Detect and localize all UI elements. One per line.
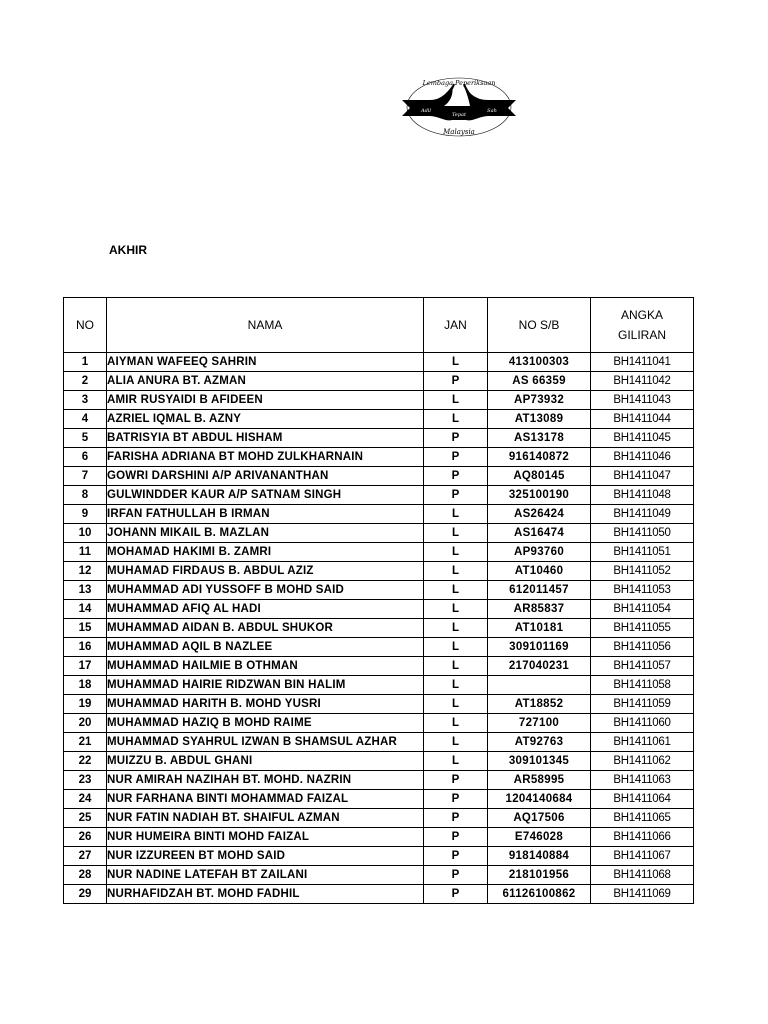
cell-angka-giliran: BH1411064: [591, 790, 694, 809]
cell-nama: MUHAMMAD AFIQ AL HADI: [107, 600, 424, 619]
cell-nama: NUR IZZUREEN BT MOHD SAID: [107, 847, 424, 866]
exam-board-logo: [400, 74, 518, 144]
cell-nama: MUHAMMAD HARITH B. MOHD YUSRI: [107, 695, 424, 714]
cell-nama: AZRIEL IQMAL B. AZNY: [107, 410, 424, 429]
cell-angka-giliran: BH1411053: [591, 581, 694, 600]
document-heading: AKHIR: [109, 243, 147, 257]
table-row: [64, 885, 694, 904]
table-row: [64, 429, 694, 448]
logo-text-top: Lembaga Peperiksaan: [422, 79, 496, 87]
cell-nosb: 916140872: [488, 448, 591, 467]
cell-nama: GULWINDDER KAUR A/P SATNAM SINGH: [107, 486, 424, 505]
cell-no: 16: [64, 638, 107, 657]
cell-nosb: AQ17506: [488, 809, 591, 828]
table-row: [64, 676, 694, 695]
table-row: [64, 600, 694, 619]
cell-nosb: AQ80145: [488, 467, 591, 486]
cell-nama: IRFAN FATHULLAH B IRMAN: [107, 505, 424, 524]
cell-nama: NUR NADINE LATEFAH BT ZAILANI: [107, 866, 424, 885]
cell-nama: AIYMAN WAFEEQ SAHRIN: [107, 353, 424, 372]
cell-no: 13: [64, 581, 107, 600]
cell-jan: P: [424, 429, 488, 448]
cell-nosb: 61126100862: [488, 885, 591, 904]
cell-jan: L: [424, 600, 488, 619]
cell-nosb: AT10181: [488, 619, 591, 638]
cell-no: 5: [64, 429, 107, 448]
cell-nama: FARISHA ADRIANA BT MOHD ZULKHARNAIN: [107, 448, 424, 467]
cell-jan: P: [424, 866, 488, 885]
cell-no: 28: [64, 866, 107, 885]
cell-no: 14: [64, 600, 107, 619]
cell-jan: L: [424, 638, 488, 657]
cell-angka-giliran: BH1411042: [591, 372, 694, 391]
cell-nosb: AP93760: [488, 543, 591, 562]
cell-nosb: 918140884: [488, 847, 591, 866]
cell-no: 11: [64, 543, 107, 562]
cell-jan: P: [424, 486, 488, 505]
cell-nama: MUHAMMAD AIDAN B. ABDUL SHUKOR: [107, 619, 424, 638]
cell-no: 24: [64, 790, 107, 809]
cell-no: 18: [64, 676, 107, 695]
table-row: [64, 486, 694, 505]
cell-nama: GOWRI DARSHINI A/P ARIVANANTHAN: [107, 467, 424, 486]
header-nosb: NO S/B: [488, 298, 591, 353]
cell-no: 12: [64, 562, 107, 581]
cell-angka-giliran: BH1411057: [591, 657, 694, 676]
cell-no: 17: [64, 657, 107, 676]
cell-no: 21: [64, 733, 107, 752]
cell-nosb: AT13089: [488, 410, 591, 429]
cell-angka-giliran: BH1411068: [591, 866, 694, 885]
cell-angka-giliran: BH1411041: [591, 353, 694, 372]
cell-angka-giliran: BH1411048: [591, 486, 694, 505]
cell-no: 27: [64, 847, 107, 866]
cell-nosb: [488, 676, 591, 695]
cell-angka-giliran: BH1411058: [591, 676, 694, 695]
student-list-table: [63, 297, 694, 904]
cell-no: 6: [64, 448, 107, 467]
cell-jan: L: [424, 752, 488, 771]
table-row: [64, 467, 694, 486]
cell-nosb: 325100190: [488, 486, 591, 505]
table-row: [64, 543, 694, 562]
cell-nosb: AS 66359: [488, 372, 591, 391]
cell-no: 4: [64, 410, 107, 429]
cell-nosb: 218101956: [488, 866, 591, 885]
cell-jan: P: [424, 771, 488, 790]
cell-no: 19: [64, 695, 107, 714]
cell-angka-giliran: BH1411047: [591, 467, 694, 486]
logo-text-right: Sah: [487, 108, 497, 114]
table-row: [64, 657, 694, 676]
cell-no: 7: [64, 467, 107, 486]
table-row: [64, 619, 694, 638]
cell-nosb: AS13178: [488, 429, 591, 448]
cell-jan: L: [424, 353, 488, 372]
cell-angka-giliran: BH1411055: [591, 619, 694, 638]
cell-nosb: 1204140684: [488, 790, 591, 809]
cell-nama: MUHAMMAD AQIL B NAZLEE: [107, 638, 424, 657]
cell-jan: L: [424, 410, 488, 429]
table-row: [64, 524, 694, 543]
cell-jan: L: [424, 733, 488, 752]
table-row: [64, 733, 694, 752]
cell-angka-giliran: BH1411061: [591, 733, 694, 752]
cell-no: 23: [64, 771, 107, 790]
cell-angka-giliran: BH1411054: [591, 600, 694, 619]
cell-jan: P: [424, 448, 488, 467]
cell-no: 1: [64, 353, 107, 372]
table-row: [64, 714, 694, 733]
cell-nosb: AR58995: [488, 771, 591, 790]
cell-nama: JOHANN MIKAIL B. MAZLAN: [107, 524, 424, 543]
cell-jan: P: [424, 847, 488, 866]
cell-nama: ALIA ANURA BT. AZMAN: [107, 372, 424, 391]
cell-angka-giliran: BH1411043: [591, 391, 694, 410]
header-jan: JAN: [424, 298, 488, 353]
cell-nama: MOHAMAD HAKIMI B. ZAMRI: [107, 543, 424, 562]
cell-angka-giliran: BH1411052: [591, 562, 694, 581]
cell-jan: P: [424, 467, 488, 486]
table-row: [64, 638, 694, 657]
cell-nosb: 612011457: [488, 581, 591, 600]
table-row: [64, 771, 694, 790]
cell-angka-giliran: BH1411063: [591, 771, 694, 790]
cell-nama: NUR HUMEIRA BINTI MOHD FAIZAL: [107, 828, 424, 847]
cell-nosb: 727100: [488, 714, 591, 733]
cell-nama: MUHAMMAD HAIRIE RIDZWAN BIN HALIM: [107, 676, 424, 695]
cell-no: 15: [64, 619, 107, 638]
cell-nama: MUIZZU B. ABDUL GHANI: [107, 752, 424, 771]
cell-nosb: 309101169: [488, 638, 591, 657]
cell-angka-giliran: BH1411065: [591, 809, 694, 828]
cell-angka-giliran: BH1411066: [591, 828, 694, 847]
cell-nama: NUR FARHANA BINTI MOHAMMAD FAIZAL: [107, 790, 424, 809]
cell-no: 25: [64, 809, 107, 828]
cell-jan: L: [424, 657, 488, 676]
cell-nama: NURHAFIDZAH BT. MOHD FADHIL: [107, 885, 424, 904]
cell-jan: P: [424, 885, 488, 904]
cell-jan: P: [424, 828, 488, 847]
cell-angka-giliran: BH1411044: [591, 410, 694, 429]
table-header-row: [64, 298, 694, 353]
cell-jan: L: [424, 543, 488, 562]
cell-angka-giliran: BH1411051: [591, 543, 694, 562]
table-row: [64, 391, 694, 410]
logo-text-center: Tepat: [451, 112, 467, 118]
table-row: [64, 581, 694, 600]
cell-angka-giliran: BH1411060: [591, 714, 694, 733]
cell-no: 9: [64, 505, 107, 524]
cell-jan: L: [424, 391, 488, 410]
cell-nosb: AP73932: [488, 391, 591, 410]
cell-nama: MUHAMMAD HAILMIE B OTHMAN: [107, 657, 424, 676]
cell-angka-giliran: BH1411067: [591, 847, 694, 866]
cell-no: 3: [64, 391, 107, 410]
cell-nosb: AS16474: [488, 524, 591, 543]
cell-jan: P: [424, 809, 488, 828]
cell-jan: L: [424, 581, 488, 600]
cell-nama: MUHAMMAD ADI YUSSOFF B MOHD SAID: [107, 581, 424, 600]
table-row: [64, 372, 694, 391]
cell-angka-giliran: BH1411056: [591, 638, 694, 657]
cell-nosb: AS26424: [488, 505, 591, 524]
cell-nama: NUR AMIRAH NAZIHAH BT. MOHD. NAZRIN: [107, 771, 424, 790]
cell-jan: P: [424, 790, 488, 809]
logo-text-bottom: Malaysia: [443, 128, 475, 136]
cell-nama: NUR FATIN NADIAH BT. SHAIFUL AZMAN: [107, 809, 424, 828]
table-row: [64, 790, 694, 809]
logo-text-left: Adil: [420, 108, 432, 114]
table-row: [64, 448, 694, 467]
table-row: [64, 752, 694, 771]
cell-no: 8: [64, 486, 107, 505]
table-row: [64, 353, 694, 372]
header-no: NO: [64, 298, 107, 353]
cell-angka-giliran: BH1411049: [591, 505, 694, 524]
cell-nama: MUHAMMAD HAZIQ B MOHD RAIME: [107, 714, 424, 733]
cell-nama: AMIR RUSYAIDI B AFIDEEN: [107, 391, 424, 410]
cell-nosb: AT10460: [488, 562, 591, 581]
cell-jan: L: [424, 714, 488, 733]
cell-no: 10: [64, 524, 107, 543]
cell-no: 29: [64, 885, 107, 904]
header-angka-giliran: [591, 298, 694, 353]
table-row: [64, 695, 694, 714]
cell-jan: P: [424, 372, 488, 391]
cell-nosb: AR85837: [488, 600, 591, 619]
cell-jan: L: [424, 505, 488, 524]
cell-jan: L: [424, 619, 488, 638]
cell-angka-giliran: BH1411059: [591, 695, 694, 714]
cell-nosb: 217040231: [488, 657, 591, 676]
header-nama: NAMA: [107, 298, 424, 353]
cell-no: 20: [64, 714, 107, 733]
cell-angka-giliran: BH1411050: [591, 524, 694, 543]
table-row: [64, 809, 694, 828]
cell-nosb: 413100303: [488, 353, 591, 372]
cell-nosb: E746028: [488, 828, 591, 847]
cell-nama: MUHAMMAD SYAHRUL IZWAN B SHAMSUL AZHAR: [107, 733, 424, 752]
cell-no: 2: [64, 372, 107, 391]
cell-no: 26: [64, 828, 107, 847]
header-angka-line2: GILIRAN: [617, 328, 666, 342]
table-row: [64, 828, 694, 847]
cell-jan: L: [424, 524, 488, 543]
cell-nama: MUHAMAD FIRDAUS B. ABDUL AZIZ: [107, 562, 424, 581]
cell-angka-giliran: BH1411069: [591, 885, 694, 904]
table-row: [64, 847, 694, 866]
table-row: [64, 866, 694, 885]
cell-angka-giliran: BH1411045: [591, 429, 694, 448]
cell-jan: L: [424, 676, 488, 695]
header-angka-line1: ANGKA: [620, 308, 663, 322]
table-row: [64, 562, 694, 581]
cell-angka-giliran: BH1411062: [591, 752, 694, 771]
cell-angka-giliran: BH1411046: [591, 448, 694, 467]
cell-jan: L: [424, 562, 488, 581]
cell-nosb: AT18852: [488, 695, 591, 714]
cell-nosb: 309101345: [488, 752, 591, 771]
cell-nama: BATRISYIA BT ABDUL HISHAM: [107, 429, 424, 448]
cell-no: 22: [64, 752, 107, 771]
table-row: [64, 410, 694, 429]
cell-jan: L: [424, 695, 488, 714]
cell-nosb: AT92763: [488, 733, 591, 752]
table-row: [64, 505, 694, 524]
